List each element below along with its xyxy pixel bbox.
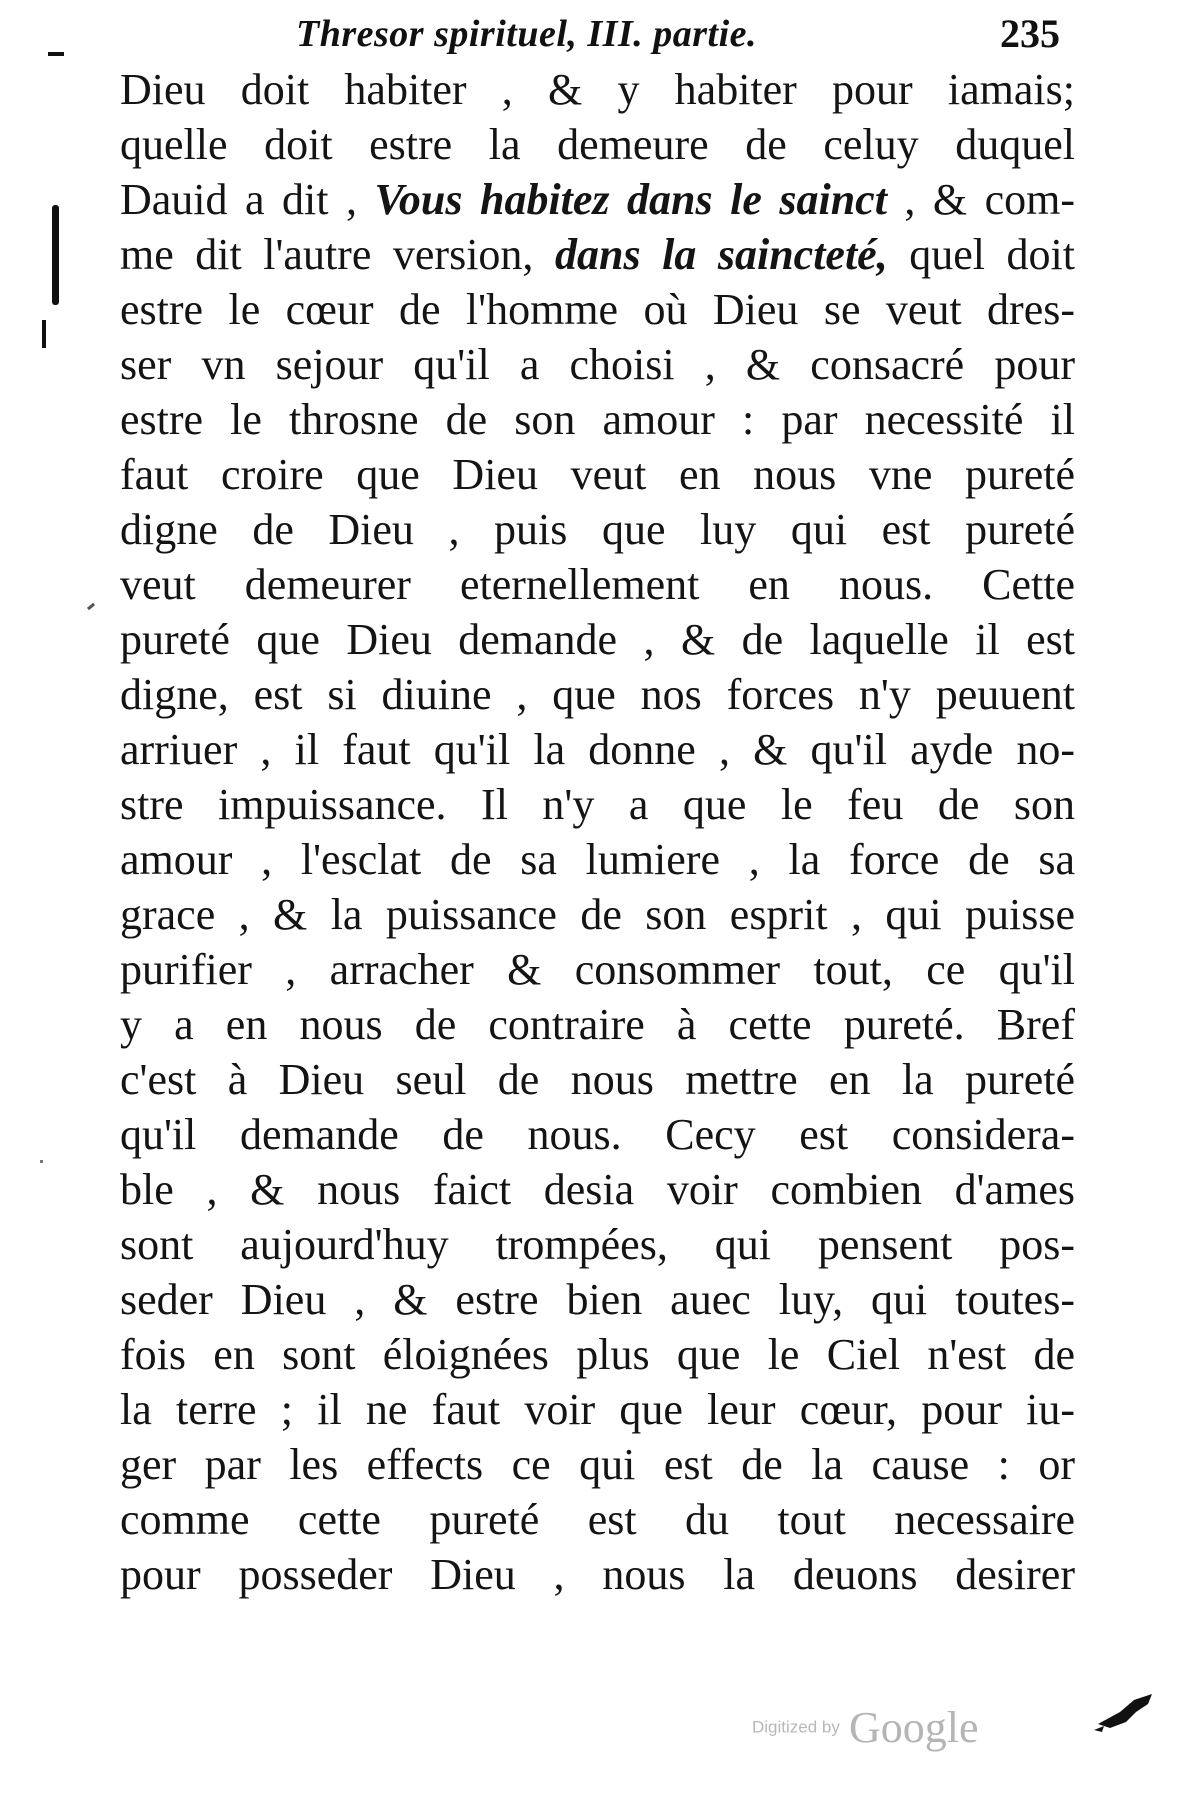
page-number: 235 [1000,11,1060,56]
text-line: c'est à Dieu seul de nous mettre en la pureté [120,1055,1075,1104]
text-line: pureté que Dieu demande , & de laquelle il est [120,615,1075,664]
margin-mark-bar [52,205,59,305]
text-line: y a en nous de contraire à cette pureté. Bref [120,1000,1075,1049]
text-line: grace , & la puissance de son esprit , qui puisse [120,890,1075,939]
text-line: ger par les effects ce qui est de la cause : or [120,1440,1075,1489]
text-line: comme cette pureté est du tout necessaire [120,1495,1075,1544]
text-line: purifier , arracher & consommer tout, ce qu'il [120,945,1075,994]
text-line: la terre ; il ne faut voir que leur cœur, pour iu- [120,1385,1075,1434]
margin-mark-dot [40,1160,43,1163]
google-logo: Google [848,1703,979,1752]
text-line: Dieu doit habiter , & y habiter pour iamais; [120,65,1075,114]
text-line: faut croire que Dieu veut en nous vne pureté [120,450,1075,499]
italic-quotation: Vous habitez dans le sainct [374,175,887,224]
text-segment: quel doit [887,230,1075,279]
text-line: arriuer , il faut qu'il la donne , & qu'il ayde no- [120,725,1075,774]
ink-smudge [1090,1690,1160,1734]
text-line: stre impuissance. Il n'y a que le feu de son [120,780,1075,829]
text-line: ble , & nous faict desia voir combien d'ames [120,1165,1075,1214]
text-line: quelle doit estre la demeure de celuy duquel [120,120,1075,169]
text-segment: , & com- [886,175,1075,224]
digitization-watermark [752,1702,979,1753]
margin-mark-tick [87,603,95,610]
text-line [120,227,1075,282]
text-line [120,172,1075,227]
text-line: digne de Dieu , puis que luy qui est pureté [120,505,1075,554]
text-line: amour , l'esclat de sa lumiere , la force de sa [120,835,1075,884]
margin-mark-dash [48,52,64,56]
watermark-prefix: Digitized by [752,1717,840,1737]
text-line: digne, est si diuine , que nos forces n'y peuuent [120,670,1075,719]
text-line: seder Dieu , & estre bien auec luy, qui toutes- [120,1275,1075,1324]
text-line: veut demeurer eternellement en nous. Cette [120,560,1075,609]
running-title: Thresor spirituel, III. partie. [296,13,758,55]
text-line: ser vn sejour qu'il a choisi , & consacré pour [120,340,1075,389]
margin-mark-bar-small [42,320,46,348]
body-text [120,62,1075,1602]
text-segment: Dauid a dit , [120,175,375,224]
text-line: sont aujourd'huy trompées, qui pensent pos- [120,1220,1075,1269]
text-line: pour posseder Dieu , nous la deuons desirer [120,1550,1075,1599]
text-line: estre le throsne de son amour : par necessité il [120,395,1075,444]
text-line: fois en sont éloignées plus que le Ciel n'est de [120,1330,1075,1379]
text-line: qu'il demande de nous. Cecy est considera- [120,1110,1075,1159]
text-line: estre le cœur de l'homme où Dieu se veut dres- [120,285,1075,334]
text-segment: me dit l'autre version, [120,230,555,279]
italic-quotation: dans la saincteté, [554,230,888,279]
